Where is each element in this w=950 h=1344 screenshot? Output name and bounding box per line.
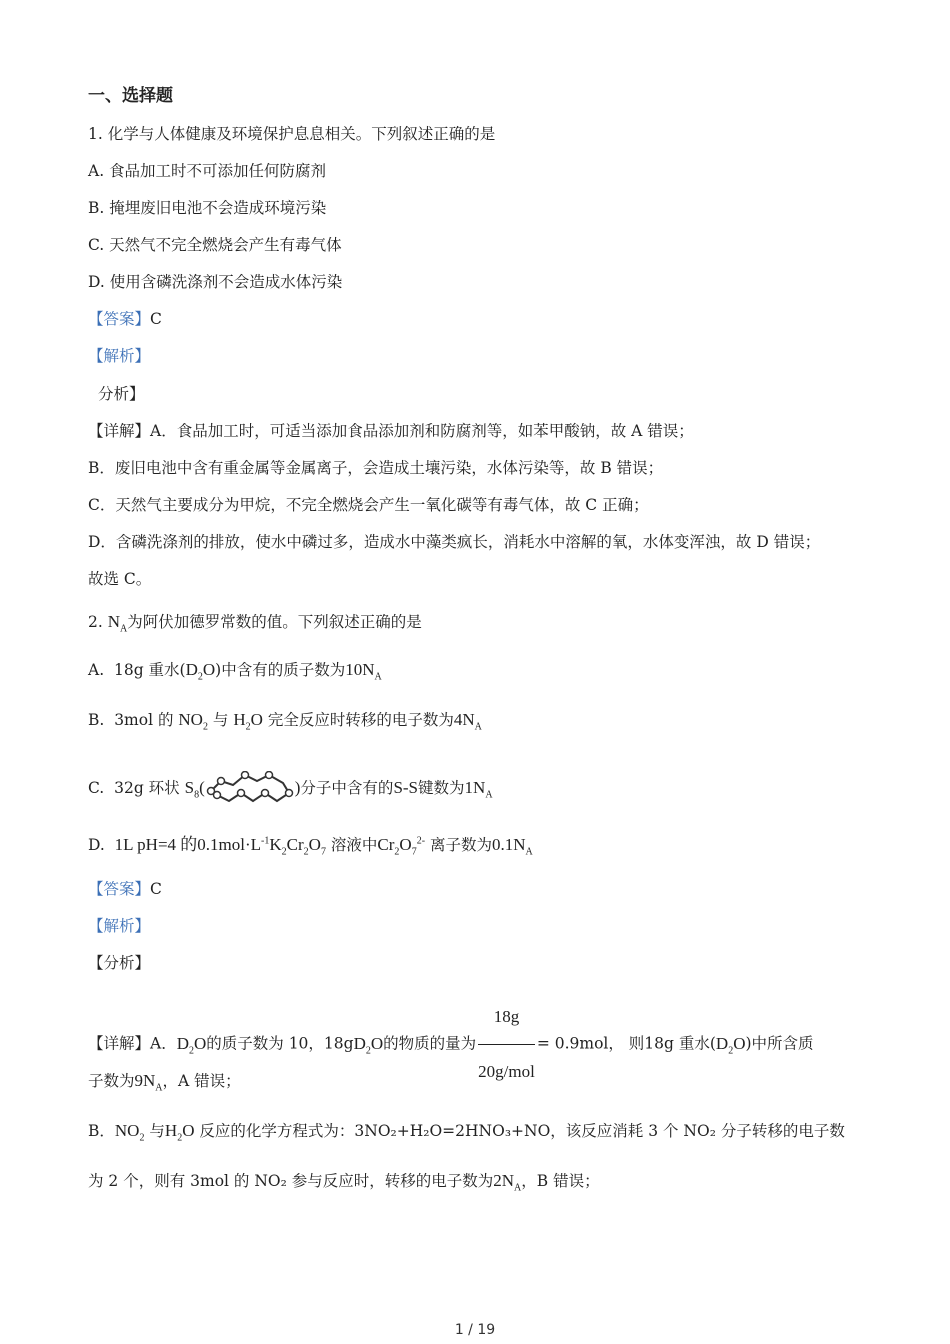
q1-detail-b: B．废旧电池中含有重金属等金属离子，会造成土壤污染，水体污染等，故 B 错误； (88, 459, 664, 477)
answer-value: C (150, 310, 162, 328)
q2-answer (88, 879, 162, 899)
q1-fenxi: 分析】 (98, 385, 145, 403)
q2-detail-a: 【详解】A．$D_2O$的质子数为 10，$18gD_2O$的物质的量为 $\frac{18g}{\text{20g/mol}}$ = 0.9mol， 则18g 重水$(D_2O)$中所含质 (88, 992, 814, 1097)
section-title: 一、选择题 (88, 86, 173, 106)
answer-tag: 【答案】 (88, 310, 151, 328)
q2-option-b: B. 3mol 的 $NO_2$ 与 $H_2O$ 完全反应时转移的电子数为$4N_A$ (88, 710, 482, 733)
page-number: 1 / 19 (454, 1322, 496, 1338)
q1-detail-a: 【详解】A．食品加工时，可适当添加食品添加剂和防腐剂等，如苯甲酸钠，故 A 错误； (88, 422, 694, 440)
answer-value: C (150, 880, 162, 898)
na-symbol: $N_A$ (107, 612, 128, 635)
q1-option-c: C. 天然气不完全燃烧会产生有毒气体 (88, 236, 342, 254)
answer-tag: 【答案】 (88, 880, 151, 898)
q2-option-c: C. 32g 环状 $S_8$( )分子中含有的S-S键数为$1N_A$ (88, 770, 493, 807)
q2-option-a: A. 18g 重水$(D_2O)$中含有的质子数为$10N_A$ (88, 660, 382, 683)
q2-stem: 2. $N_A$为阿伏加德罗常数的值。下列叙述正确的是 (88, 612, 422, 635)
q1-option-a: A. 食品加工时不可添加任何防腐剂 (88, 162, 327, 180)
q1-detail-c: C．天然气主要成分为甲烷，不完全燃烧会产生一氧化碳等有毒气体，故 C 正确； (88, 496, 649, 514)
q2-analysis-tag: 【解析】 (88, 917, 151, 935)
q2-fenxi: 【分析】 (88, 954, 151, 972)
q1-option-b: B. 掩埋废旧电池不会造成环境污染 (88, 199, 327, 217)
q1-analysis-tag: 【解析】 (88, 347, 151, 365)
q1-stem: 1. 化学与人体健康及环境保护息息相关。下列叙述正确的是 (88, 125, 496, 143)
q1-answer (88, 309, 162, 329)
q1-option-d: D. 使用含磷洗涤剂不会造成水体污染 (88, 273, 343, 291)
q1-conclusion: 故选 C。 (88, 570, 152, 588)
q2-option-d: D. 1L pH=4 的$0.1mol\cdot L^{-1}K_2Cr_2O_7$ 溶液中$Cr_2O_7^{2-}$ 离子数为$0.1N_A$ (88, 835, 533, 858)
q2-detail-b: B．$NO_2$ 与$H_2O$ 反应的化学方程式为：3NO₂+H₂O=2HNO₃+NO，该反应消耗 3 个 NO₂ 分子转移的电子数 (88, 1121, 845, 1144)
q1-detail-d: D．含磷洗涤剂的排放，使水中磷过多，造成水中藻类疯长，消耗水中溶解的氧，水体变浑浊，故 D 错误； (88, 533, 821, 551)
fraction-18g-over-20g-mol: $\frac{18g}{\text{20g/mol}}$ (478, 992, 535, 1097)
s8-ring-structure-icon (205, 771, 295, 807)
q2-detail-b-cont: 为 2 个，则有 3mol 的 NO₂ 参与反应时，转移的电子数为$2N_A$，B 错误； (88, 1171, 600, 1194)
q2-detail-a-cont: 子数为$9N_A$，A 错误； (88, 1071, 241, 1094)
